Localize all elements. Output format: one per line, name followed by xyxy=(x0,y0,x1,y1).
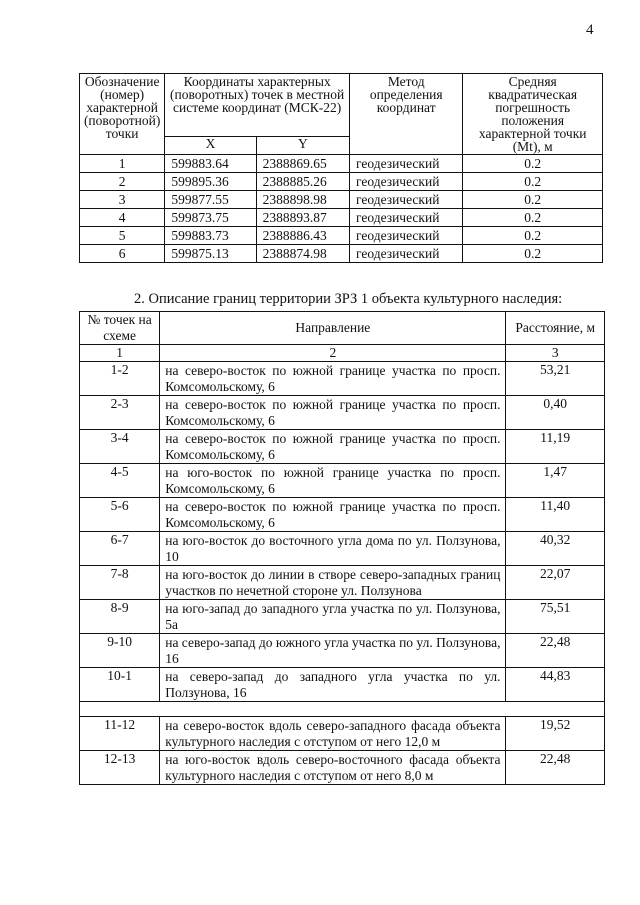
point-pair: 1-2 xyxy=(80,362,160,396)
direction-text: на юго-восток до линии в створе северо-западных границ участков по нечетной стороне ул. Ползунова xyxy=(160,566,506,600)
coord-x: 599875.13 xyxy=(165,245,256,263)
distance-value: 19,52 xyxy=(506,717,605,751)
method: геодезический xyxy=(350,209,463,227)
method: геодезический xyxy=(350,191,463,209)
direction-text: на северо-восток по южной границе участка по просп. Комсомольскому, 6 xyxy=(160,498,506,532)
coord-y: 2388874.98 xyxy=(256,245,349,263)
table-row xyxy=(80,430,605,464)
header-y: Y xyxy=(256,136,349,154)
distance-value: 22,48 xyxy=(506,751,605,785)
error-value: 0.2 xyxy=(463,245,603,263)
distance-value: 44,83 xyxy=(506,668,605,702)
error-value: 0.2 xyxy=(463,227,603,245)
column-number: 1 xyxy=(80,345,160,362)
point-pair: 10-1 xyxy=(80,668,160,702)
coordinates-table xyxy=(79,73,603,263)
point-pair: 2-3 xyxy=(80,396,160,430)
header-point: Обозначение (номер) характерной (поворотной) точки xyxy=(80,74,165,155)
coord-x: 599873.75 xyxy=(165,209,256,227)
direction-text: на северо-запад до южного угла участка по ул. Ползунова, 16 xyxy=(160,634,506,668)
coord-x: 599883.73 xyxy=(165,227,256,245)
coord-x: 599883.64 xyxy=(165,155,256,173)
header-x: X xyxy=(165,136,256,154)
coord-y: 2388885.26 xyxy=(256,173,349,191)
distance-value: 22,07 xyxy=(506,566,605,600)
point-pair: 12-13 xyxy=(80,751,160,785)
point-number: 6 xyxy=(80,245,165,263)
table-row xyxy=(80,717,605,751)
point-number: 3 xyxy=(80,191,165,209)
table-row xyxy=(80,751,605,785)
table-row xyxy=(80,245,603,263)
method: геодезический xyxy=(350,173,463,191)
table-row xyxy=(80,498,605,532)
method: геодезический xyxy=(350,155,463,173)
distance-value: 75,51 xyxy=(506,600,605,634)
header-distance: Расстояние, м xyxy=(506,312,605,345)
table-row xyxy=(80,566,605,600)
table-row xyxy=(80,600,605,634)
point-pair: 6-7 xyxy=(80,532,160,566)
direction-text: на северо-восток по южной границе участка по просп. Комсомольскому, 6 xyxy=(160,430,506,464)
distance-value: 0,40 xyxy=(506,396,605,430)
point-pair: 9-10 xyxy=(80,634,160,668)
point-pair: 7-8 xyxy=(80,566,160,600)
header-direction: Направление xyxy=(160,312,506,345)
direction-text: на юго-восток до восточного угла дома по ул. Ползунова, 10 xyxy=(160,532,506,566)
distance-value: 40,32 xyxy=(506,532,605,566)
coord-x: 599877.55 xyxy=(165,191,256,209)
direction-text: на северо-восток по южной границе участка по просп. Комсомольскому, 6 xyxy=(160,396,506,430)
table-row xyxy=(80,173,603,191)
table-row xyxy=(80,227,603,245)
header-error: Средняя квадратическая погрешность положения характерной точки (Mt), м xyxy=(463,74,603,155)
error-value: 0.2 xyxy=(463,191,603,209)
point-pair: 8-9 xyxy=(80,600,160,634)
column-number: 3 xyxy=(506,345,605,362)
error-value: 0.2 xyxy=(463,173,603,191)
table-row xyxy=(80,362,605,396)
table-row xyxy=(80,532,605,566)
table-row xyxy=(80,668,605,702)
point-pair: 3-4 xyxy=(80,430,160,464)
column-number: 2 xyxy=(160,345,506,362)
coord-y: 2388893.87 xyxy=(256,209,349,227)
direction-text: на юго-запад до западного угла участка по ул. Ползунова, 5а xyxy=(160,600,506,634)
method: геодезический xyxy=(350,227,463,245)
table-row xyxy=(80,464,605,498)
table-row xyxy=(80,155,603,173)
direction-text: на северо-восток вдоль северо-западного фасада объекта культурного наследия с отступом от него 12,0 м xyxy=(160,717,506,751)
direction-text: на юго-восток вдоль северо-восточного фасада объекта культурного наследия с отступом от него 8,0 м xyxy=(160,751,506,785)
boundary-table xyxy=(79,311,605,785)
table-row xyxy=(80,191,603,209)
direction-text: на северо-восток по южной границе участка по просп. Комсомольскому, 6 xyxy=(160,362,506,396)
point-number: 2 xyxy=(80,173,165,191)
point-number: 1 xyxy=(80,155,165,173)
header-method: Метод определения координат xyxy=(350,74,463,155)
direction-text: на северо-запад до западного угла участка по ул. Ползунова, 16 xyxy=(160,668,506,702)
distance-value: 11,19 xyxy=(506,430,605,464)
distance-value: 11,40 xyxy=(506,498,605,532)
coord-y: 2388869.65 xyxy=(256,155,349,173)
distance-value: 53,21 xyxy=(506,362,605,396)
header-coords: Координаты характерных (поворотных) точек в местной системе координат (МСК-22) xyxy=(165,74,350,137)
table-row xyxy=(80,209,603,227)
section-title: 2. Описание границ территории ЗРЗ 1 объекта культурного наследия: xyxy=(134,291,563,307)
table-row xyxy=(80,634,605,668)
coord-y: 2388898.98 xyxy=(256,191,349,209)
header-points: № точек на схеме xyxy=(80,312,160,345)
point-number: 4 xyxy=(80,209,165,227)
error-value: 0.2 xyxy=(463,209,603,227)
coord-x: 599895.36 xyxy=(165,173,256,191)
point-number: 5 xyxy=(80,227,165,245)
spacer-row xyxy=(80,702,605,717)
method: геодезический xyxy=(350,245,463,263)
page-number: 4 xyxy=(586,22,594,38)
table-row xyxy=(80,396,605,430)
point-pair: 11-12 xyxy=(80,717,160,751)
coord-y: 2388886.43 xyxy=(256,227,349,245)
error-value: 0.2 xyxy=(463,155,603,173)
point-pair: 4-5 xyxy=(80,464,160,498)
distance-value: 22,48 xyxy=(506,634,605,668)
distance-value: 1,47 xyxy=(506,464,605,498)
point-pair: 5-6 xyxy=(80,498,160,532)
direction-text: на юго-восток по южной границе участка по просп. Комсомольскому, 6 xyxy=(160,464,506,498)
